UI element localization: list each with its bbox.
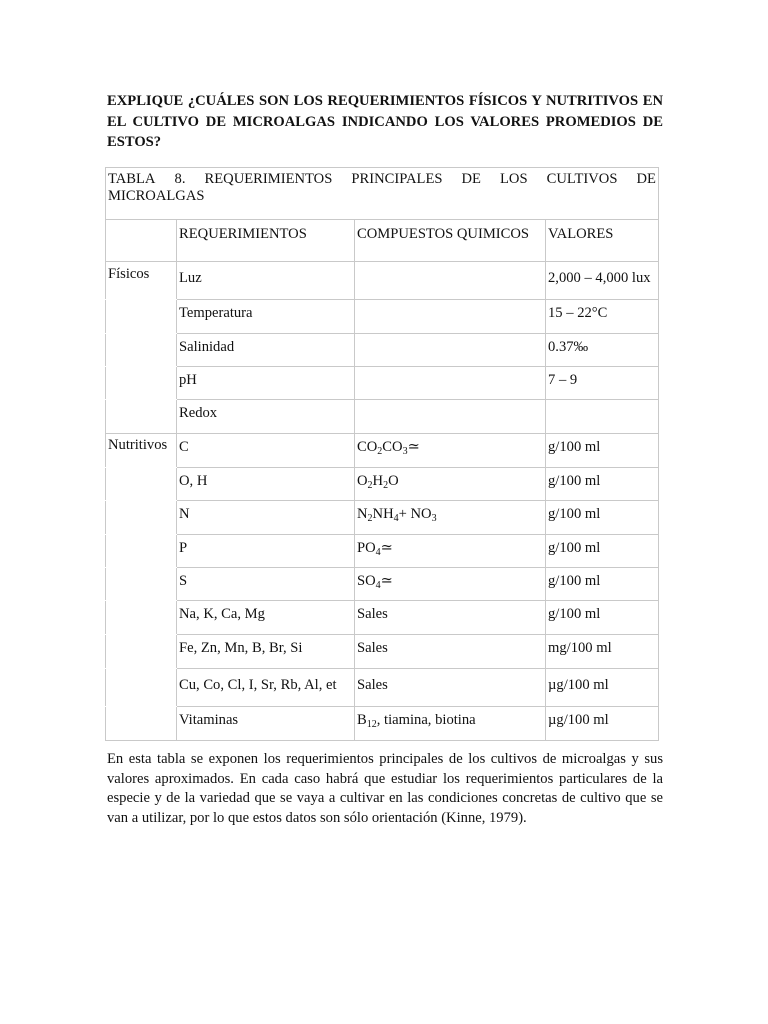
category-cell bbox=[106, 669, 177, 707]
compuesto-cell bbox=[355, 262, 546, 300]
table-row bbox=[106, 601, 659, 635]
formula-part: B bbox=[357, 712, 367, 728]
compuesto-cell bbox=[355, 434, 546, 468]
valor-cell: g/100 ml bbox=[546, 468, 659, 501]
category-cell: Nutritivos bbox=[106, 434, 177, 468]
table-row bbox=[106, 568, 659, 601]
formula-part: ≃ bbox=[380, 573, 393, 589]
category-cell bbox=[106, 707, 177, 741]
category-cell bbox=[106, 400, 177, 434]
table-caption-line1: TABLA 8. REQUERIMIENTOS PRINCIPALES DE LOS CULTIVOS DE bbox=[108, 171, 656, 187]
compuesto-cell: Sales bbox=[355, 635, 546, 669]
requerimiento-cell: Redox bbox=[177, 400, 355, 434]
table-row bbox=[106, 707, 659, 741]
compuesto-cell bbox=[355, 535, 546, 568]
requerimiento-cell: pH bbox=[177, 367, 355, 400]
requirements-table bbox=[105, 167, 659, 741]
category-cell bbox=[106, 468, 177, 501]
table-row bbox=[106, 501, 659, 535]
table-row bbox=[106, 669, 659, 707]
requerimiento-cell: Temperatura bbox=[177, 300, 355, 334]
formula-part: NH bbox=[372, 506, 394, 522]
requerimiento-cell: C bbox=[177, 434, 355, 468]
table-row bbox=[106, 400, 659, 434]
requerimiento-cell: O, H bbox=[177, 468, 355, 501]
requerimiento-cell: Vitaminas bbox=[177, 707, 355, 741]
subscript: 4 bbox=[393, 513, 399, 524]
subscript: 2 bbox=[367, 480, 373, 491]
valor-cell: g/100 ml bbox=[546, 501, 659, 535]
valor-cell: µg/100 ml bbox=[546, 707, 659, 741]
category-cell bbox=[106, 601, 177, 635]
category-cell bbox=[106, 568, 177, 601]
compuesto-cell bbox=[355, 468, 546, 501]
valor-cell: g/100 ml bbox=[546, 568, 659, 601]
header-empty-cell bbox=[106, 220, 177, 262]
formula-part: PO bbox=[357, 540, 376, 556]
requerimiento-cell: Na, K, Ca, Mg bbox=[177, 601, 355, 635]
requerimiento-cell: P bbox=[177, 535, 355, 568]
subscript: 3 bbox=[431, 513, 437, 524]
subscript: 2 bbox=[377, 446, 383, 457]
category-cell bbox=[106, 501, 177, 535]
category-cell bbox=[106, 300, 177, 334]
valor-cell: 2,000 – 4,000 lux bbox=[546, 262, 659, 300]
compuesto-cell bbox=[355, 707, 546, 741]
requerimiento-cell: N bbox=[177, 501, 355, 535]
category-cell bbox=[106, 334, 177, 367]
requerimiento-cell: S bbox=[177, 568, 355, 601]
valor-cell: mg/100 ml bbox=[546, 635, 659, 669]
compuesto-cell bbox=[355, 367, 546, 400]
table-row bbox=[106, 468, 659, 501]
formula-part: ≃ bbox=[407, 439, 420, 455]
formula-part: CO bbox=[357, 439, 378, 455]
header-requerimientos: REQUERIMIENTOS bbox=[177, 220, 355, 262]
subscript: 2 bbox=[367, 513, 373, 524]
requerimiento-cell: Fe, Zn, Mn, B, Br, Si bbox=[177, 635, 355, 669]
compuesto-cell: Sales bbox=[355, 669, 546, 707]
formula-part: + NO bbox=[398, 506, 432, 522]
category-cell bbox=[106, 367, 177, 400]
requerimiento-cell: Salinidad bbox=[177, 334, 355, 367]
valor-cell: g/100 ml bbox=[546, 535, 659, 568]
compuesto-cell bbox=[355, 300, 546, 334]
subscript: 3 bbox=[402, 446, 408, 457]
table-row bbox=[106, 367, 659, 400]
valor-cell: 0.37‰ bbox=[546, 334, 659, 367]
table-row bbox=[106, 434, 659, 468]
valor-cell: g/100 ml bbox=[546, 601, 659, 635]
compuesto-cell bbox=[355, 400, 546, 434]
table-header-row bbox=[106, 220, 659, 262]
explanation-paragraph: En esta tabla se exponen los requerimientos principales de los cultivos de microalgas y sus valores aproximados. En cada caso habrá que estudiar los requerimientos particulares de la especie y de la variedad que se vaya a cultivar en las condiciones concretas de cultivo que se van a utilizar, por lo que estos datos son sólo orientación (Kinne, 1979). bbox=[107, 751, 663, 826]
subscript: 4 bbox=[375, 547, 381, 558]
question-heading: EXPLIQUE ¿CUÁLES SON LOS REQUERIMIENTOS FÍSICOS Y NUTRITIVOS EN EL CULTIVO DE MICROALGAS INDICANDO LOS VALORES PROMEDIOS DE ESTOS? bbox=[107, 93, 663, 150]
subscript: 4 bbox=[375, 580, 381, 591]
valor-cell: µg/100 ml bbox=[546, 669, 659, 707]
formula-part: O bbox=[388, 473, 399, 489]
table-row bbox=[106, 535, 659, 568]
formula-part: H bbox=[372, 473, 384, 489]
requerimiento-cell: Cu, Co, Cl, I, Sr, Rb, Al, et bbox=[177, 669, 355, 707]
compuesto-cell bbox=[355, 334, 546, 367]
category-cell bbox=[106, 535, 177, 568]
compuesto-cell bbox=[355, 501, 546, 535]
subscript: 12 bbox=[366, 719, 377, 730]
formula-part: CO bbox=[382, 439, 403, 455]
table-row bbox=[106, 635, 659, 669]
formula-part: SO bbox=[357, 573, 376, 589]
category-cell: Físicos bbox=[106, 262, 177, 300]
table-row bbox=[106, 300, 659, 334]
valor-cell bbox=[546, 400, 659, 434]
table-caption bbox=[106, 168, 659, 220]
formula-part: , tiamina, biotina bbox=[376, 712, 476, 728]
formula-part: O bbox=[357, 473, 368, 489]
valor-cell: 15 – 22°C bbox=[546, 300, 659, 334]
compuesto-cell: Sales bbox=[355, 601, 546, 635]
header-valores: VALORES bbox=[546, 220, 659, 262]
table-row bbox=[106, 334, 659, 367]
subscript: 2 bbox=[383, 480, 389, 491]
header-compuestos: COMPUESTOS QUIMICOS bbox=[355, 220, 546, 262]
category-cell bbox=[106, 635, 177, 669]
valor-cell: g/100 ml bbox=[546, 434, 659, 468]
table-caption-line2: MICROALGAS bbox=[108, 188, 205, 204]
table-caption-row bbox=[106, 168, 659, 220]
formula-part: N bbox=[357, 506, 368, 522]
table-row bbox=[106, 262, 659, 300]
valor-cell: 7 – 9 bbox=[546, 367, 659, 400]
requerimiento-cell: Luz bbox=[177, 262, 355, 300]
compuesto-cell bbox=[355, 568, 546, 601]
formula-part: ≃ bbox=[380, 540, 393, 556]
